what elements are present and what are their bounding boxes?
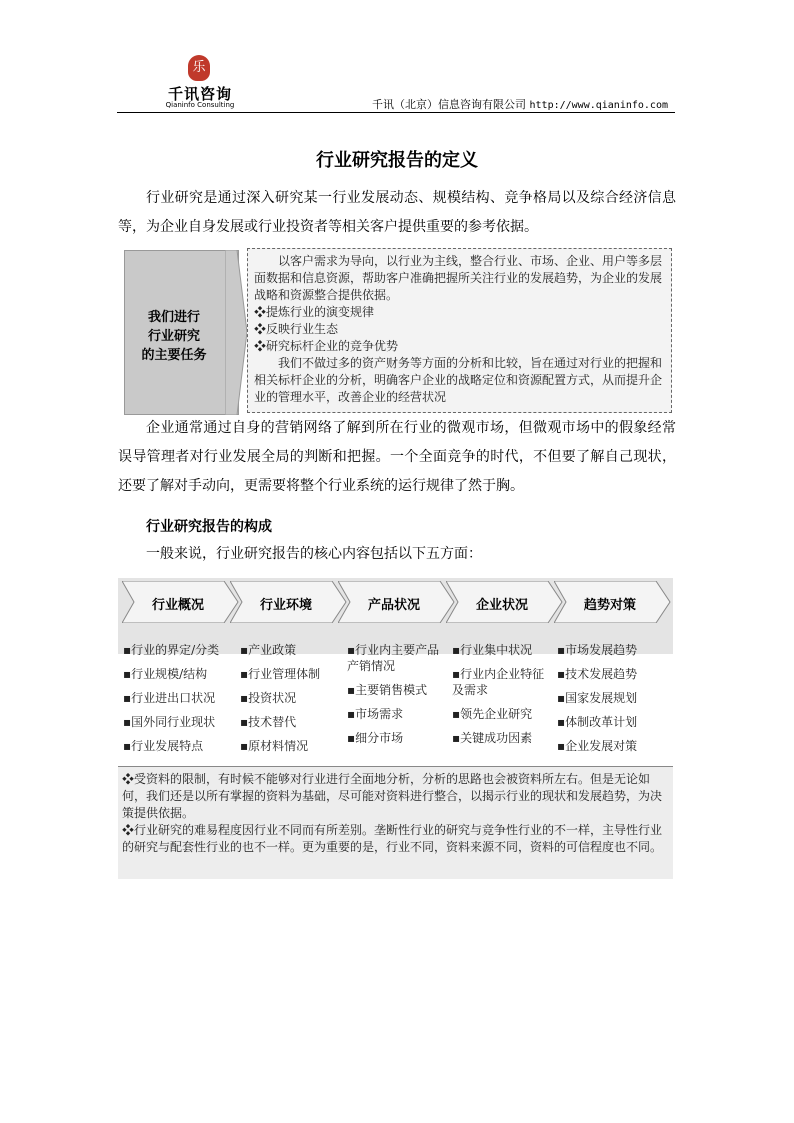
task-bullet: ❖提炼行业的演变规律: [254, 305, 375, 319]
task-outro: 我们不做过多的资产财务等方面的分析和比较，旨在通过对行业的把握和相关标杆企业的分析，明确客户企业的战略定位和资源配置方式，从而提升企业的管理水平，改善企业的经营状况: [254, 356, 663, 404]
aspect-title: 行业环境: [259, 598, 312, 613]
aspect-item: ▪国外同行业现状: [123, 715, 216, 729]
aspect-item: ▪行业管理体制: [240, 667, 321, 681]
intro-paragraph: 一般来说，行业研究报告的核心内容包括以下五方面：: [146, 546, 482, 562]
aspect-title: 行业概况: [151, 598, 204, 613]
definition-paragraph: 行业研究是通过深入研究某一行业发展动态、规模结构、竞争格局以及综合经济信息等，为企业自身发展或行业投资者等相关客户提供重要的参考依据。: [118, 190, 676, 235]
notes-text: [122, 771, 670, 856]
aspect-item: ▪关键成功因素: [452, 731, 533, 745]
task-arrow-icon: [225, 250, 247, 415]
aspect-item: ▪投资状况: [240, 691, 297, 705]
aspect-item: ▪技术发展趋势: [557, 667, 638, 681]
note-item: ❖行业研究的难易程度因行业不同而有所差别。垄断性行业的研究与竞争性行业的不一样，主导性行业的研究与配套性行业的也不一样。更为重要的是，行业不同，资料来源不同，资料的可信程度也不同。: [122, 823, 663, 854]
logo-seal-icon: 乐: [188, 55, 210, 81]
aspect-item: ▪体制改革计划: [557, 715, 638, 729]
task-description: [254, 253, 664, 406]
aspect-item: ▪技术替代: [240, 715, 297, 729]
aspect-column-environment: [240, 638, 342, 758]
aspect-title: 产品状况: [367, 598, 420, 613]
aspect-column-trends: [557, 638, 669, 758]
aspect-item: ▪原材料情况: [240, 739, 309, 753]
aspect-item: ▪行业规模/结构: [123, 667, 208, 681]
header-divider: [117, 112, 675, 113]
task-label-line: 我们进行: [147, 310, 200, 325]
aspect-item: ▪国家发展规划: [557, 691, 638, 705]
aspect-item: ▪市场需求: [347, 707, 404, 721]
company-name: 千讯（北京）信息咨询有限公司: [372, 98, 527, 111]
aspect-item: ▪领先企业研究: [452, 707, 533, 721]
aspect-item: ▪行业内主要产品产销情况: [347, 643, 440, 673]
aspect-item: ▪行业发展特点: [123, 739, 204, 753]
task-label-line: 行业研究: [147, 329, 200, 344]
section-heading: 行业研究报告的构成: [146, 519, 272, 535]
task-label-line: 的主要任务: [141, 348, 207, 363]
aspect-item: ▪主要销售模式: [347, 683, 428, 697]
aspect-item: ▪产业政策: [240, 643, 297, 657]
aspect-item: ▪行业的界定/分类: [123, 643, 220, 657]
company-url[interactable]: http://www.qianinfo.com: [529, 100, 668, 111]
aspect-item: ▪行业进出口状况: [123, 691, 216, 705]
aspect-title: 企业状况: [475, 598, 528, 613]
task-label: [124, 308, 224, 365]
aspect-column-enterprises: [452, 638, 548, 750]
aspect-item: ▪市场发展趋势: [557, 643, 638, 657]
task-bullet: ❖研究标杆企业的竞争优势: [254, 339, 399, 353]
aspect-title: 趋势对策: [583, 598, 636, 613]
aspect-item: ▪细分市场: [347, 731, 404, 745]
company-logo: [150, 55, 250, 110]
logo-brand-en: Qianinfo Consulting: [165, 101, 235, 109]
note-item: ❖受资料的限制，有时候不能够对行业进行全面地分析，分析的思路也会被资料所左右。但是无论如何，我们还是以所有掌握的资料为基础，尽可能对资料进行整合，以揭示行业的现状和发展趋势，为决策提供依据。: [122, 772, 663, 820]
company-header: [372, 96, 668, 112]
task-bullet: ❖反映行业生态: [254, 322, 339, 336]
market-paragraph: 企业通常通过自身的营销网络了解到所在行业的微观市场，但微观市场中的假象经常误导管理者对行业发展全局的判断和把握。一个全面竞争的时代，不但要了解自己现状，还要了解对手动向，更需要将整个行业系统的运行规律了然于胸。: [118, 420, 676, 494]
aspect-item: ▪企业发展对策: [557, 739, 638, 753]
logo-brand-cn: 千讯咨询: [167, 85, 232, 103]
page-title: 行业研究报告的定义: [316, 150, 478, 171]
aspect-item: ▪行业内企业特征及需求: [452, 667, 545, 697]
task-intro: 以客户需求为导向，以行业为主线，整合行业、市场、企业、用户等多层面数据和信息资源，帮助客户准确把握所关注行业的发展趋势，为企业的发展战略和资源整合提供依据。: [254, 254, 663, 302]
aspect-item: ▪行业集中状况: [452, 643, 533, 657]
aspect-column-products: [347, 638, 447, 750]
aspect-column-overview: [123, 638, 235, 758]
